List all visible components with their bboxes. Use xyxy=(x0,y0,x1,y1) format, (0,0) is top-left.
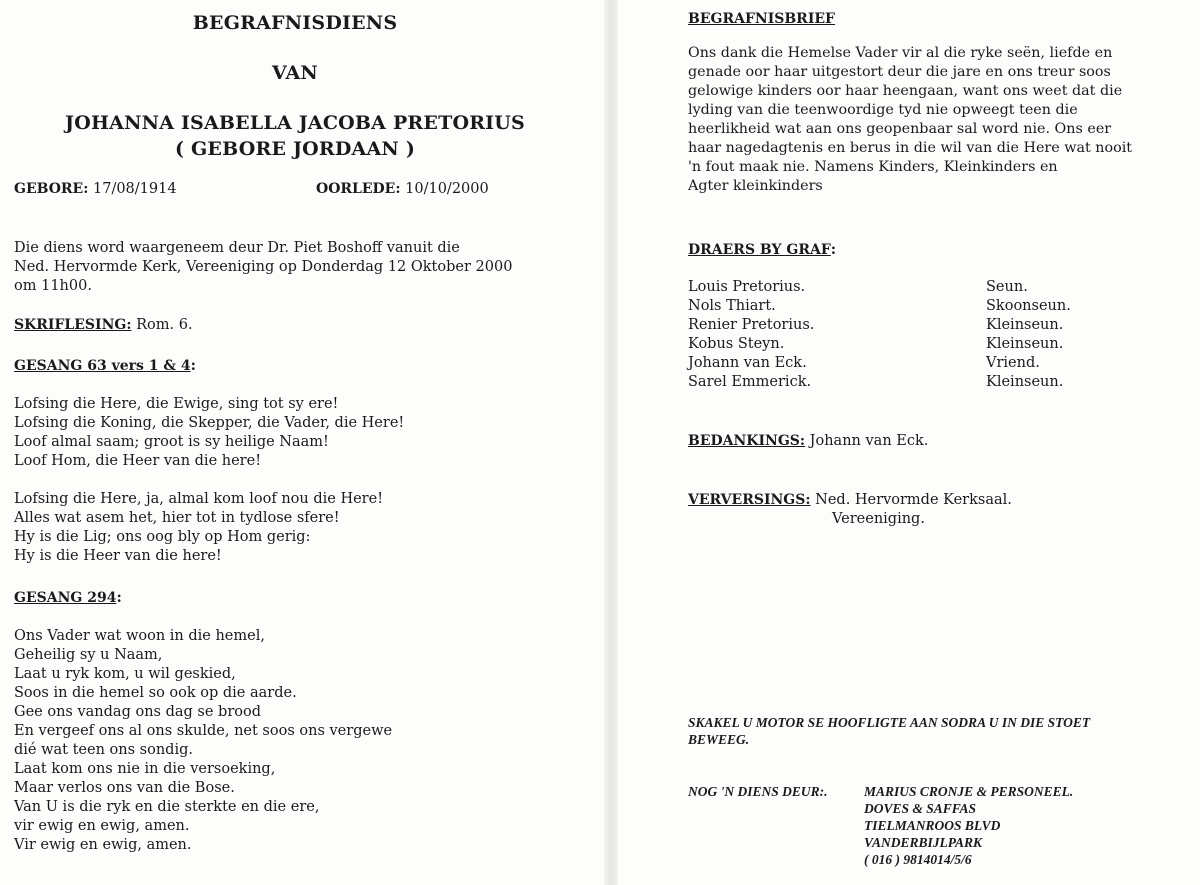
verse-line: En vergeef ons al ons skulde, net soos ons vergewe xyxy=(14,723,393,739)
verse-line: Geheilig sy u Naam, xyxy=(14,647,163,663)
letter-line: Ons dank die Hemelse Vader vir al die ryke seën, liefde en xyxy=(688,45,1113,61)
bearer-relation: Skoonseun. xyxy=(986,298,1071,314)
bearer-relation: Kleinseun. xyxy=(986,336,1064,352)
verse-line: Hy is die Lig; ons oog bly op Hom gerig: xyxy=(14,529,311,545)
bearers-colon: : xyxy=(830,241,837,258)
undertaker-label: NOG 'N DIENS DEUR:. xyxy=(688,784,828,799)
bearer-name: Nols Thiart. xyxy=(688,298,776,314)
verse-line: Hy is die Heer van die here! xyxy=(14,548,222,564)
title-line-1: BEGRAFNISDIENS xyxy=(192,12,398,34)
bearers-relations xyxy=(986,278,1071,392)
hymn1-colon: : xyxy=(190,357,196,374)
letter-label: BEGRAFNISBRIEF xyxy=(688,11,835,27)
hymn2-heading xyxy=(14,588,122,608)
letter-text xyxy=(688,44,1132,196)
verse-line: Gee ons vandag ons dag se brood xyxy=(14,704,261,720)
undertaker-line: MARIUS CRONJE & PERSONEEL. xyxy=(864,784,1074,799)
hymn2-colon: : xyxy=(116,589,122,606)
bearer-name: Louis Pretorius. xyxy=(688,279,806,295)
refresh-value-2: Vereeniging. xyxy=(832,511,925,527)
notice-line: SKAKEL U MOTOR SE HOOFLIGTE AAN SODRA U IN DIE STOET xyxy=(688,715,1091,730)
verse-line: Loof Hom, die Heer van die here! xyxy=(14,453,262,469)
verse-line: Lofsing die Koning, die Skepper, die Vader, die Here! xyxy=(14,415,405,431)
service-text xyxy=(14,239,512,296)
verse-line: Alles wat asem het, hier tot in tydlose sfere! xyxy=(14,510,340,526)
bearers-label: DRAERS BY GRAF xyxy=(688,242,831,258)
refresh-label: VERVERSINGS: xyxy=(688,492,811,508)
letter-line: 'n fout maak nie. Namens Kinders, Kleinkinders en xyxy=(688,159,1058,175)
notice-line: BEWEEG. xyxy=(688,732,750,747)
died-row xyxy=(316,180,489,199)
died-label: OORLEDE: xyxy=(316,181,401,197)
verse-line: dié wat teen ons sondig. xyxy=(14,742,193,758)
letter-line: Agter kleinkinders xyxy=(688,178,823,194)
bearer-name: Kobus Steyn. xyxy=(688,336,785,352)
born-value: 17/08/1914 xyxy=(93,181,177,197)
bearer-name: Sarel Emmerick. xyxy=(688,374,812,390)
service-line: Ned. Hervormde Kerk, Vereeniging op Donderdag 12 Oktober 2000 xyxy=(14,259,513,275)
verse-line: Ons Vader wat woon in die hemel, xyxy=(14,628,265,644)
verse-line: Loof almal saam; groot is sy heilige Naam! xyxy=(14,434,329,450)
thanks-value: Johann van Eck. xyxy=(809,433,929,449)
bearer-name: Johann van Eck. xyxy=(688,355,807,371)
bearer-relation: Kleinseun. xyxy=(986,317,1064,333)
letter-line: heerlikheid wat aan ons geopenbaar sal word nie. Ons eer xyxy=(688,121,1112,137)
letter-line: genade oor haar uitgestort deur die jare en ons treur soos xyxy=(688,64,1111,80)
bearer-name: Renier Pretorius. xyxy=(688,317,815,333)
verse-line: Maar verlos ons van die Bose. xyxy=(14,780,235,796)
reading-label: SKRIFLESING: xyxy=(14,317,132,333)
verse-line: Soos in die hemel so ook op die aarde. xyxy=(14,685,297,701)
deceased-name: JOHANNA ISABELLA JACOBA PRETORIUS xyxy=(65,112,525,134)
reading-value: Rom. 6. xyxy=(136,317,193,333)
born-row xyxy=(14,180,177,199)
hymn1-verse2 xyxy=(14,490,383,566)
bearer-relation: Seun. xyxy=(986,279,1028,295)
undertaker-line: TIELMANROOS BLVD xyxy=(864,818,1001,833)
refresh-row xyxy=(688,491,1012,510)
page-fold xyxy=(604,0,618,885)
headlights-notice xyxy=(688,714,1090,748)
bearer-relation: Vriend. xyxy=(986,355,1040,371)
bearers-heading xyxy=(688,240,836,260)
undertaker-line: ( 016 ) 9814014/5/6 xyxy=(864,852,972,867)
verse-line: Laat u ryk kom, u wil geskied, xyxy=(14,666,236,682)
right-page xyxy=(620,0,1200,885)
hymn2-label: GESANG 294 xyxy=(14,590,117,606)
letter-line: haar nagedagtenis en berus in die wil van die Here wat nooit xyxy=(688,140,1133,156)
title-line-2: VAN xyxy=(272,62,318,84)
hymn1-heading xyxy=(14,356,196,376)
bearer-relation: Kleinseun. xyxy=(986,374,1064,390)
thanks-row xyxy=(688,432,928,451)
verse-line: Laat kom ons nie in die versoeking, xyxy=(14,761,276,777)
letter-line: lyding van die teenwoordige tyd nie opweegt teen die xyxy=(688,102,1078,118)
letter-heading xyxy=(688,10,835,29)
died-value: 10/10/2000 xyxy=(405,181,489,197)
service-line: om 11h00. xyxy=(14,278,92,294)
born-label: GEBORE: xyxy=(14,181,89,197)
verse-line: vir ewig en ewig, amen. xyxy=(14,818,190,834)
verse-line: Van U is die ryk en die sterkte en die ere, xyxy=(14,799,320,815)
undertaker-details xyxy=(864,783,1073,868)
refresh-value-1: Ned. Hervormde Kerksaal. xyxy=(815,492,1012,508)
reading-row xyxy=(14,316,193,335)
undertaker-line: VANDERBIJLPARK xyxy=(864,835,983,850)
verse-line: Lofsing die Here, ja, almal kom loof nou die Here! xyxy=(14,491,384,507)
hymn1-label: GESANG 63 vers 1 & 4 xyxy=(14,358,191,374)
maiden-name: ( GEBORE JORDAAN ) xyxy=(174,138,416,160)
verse-line: Lofsing die Here, die Ewige, sing tot sy ere! xyxy=(14,396,339,412)
hymn2-text xyxy=(14,627,392,855)
service-line: Die diens word waargeneem deur Dr. Piet Boshoff vanuit die xyxy=(14,240,460,256)
hymn1-verse1 xyxy=(14,395,404,471)
thanks-label: BEDANKINGS: xyxy=(688,433,806,449)
undertaker-line: DOVES & SAFFAS xyxy=(864,801,977,816)
letter-line: gelowige kinders oor haar heengaan, want ons weet dat die xyxy=(688,83,1123,99)
verse-line: Vir ewig en ewig, amen. xyxy=(14,837,192,853)
bearers-names xyxy=(688,278,814,392)
